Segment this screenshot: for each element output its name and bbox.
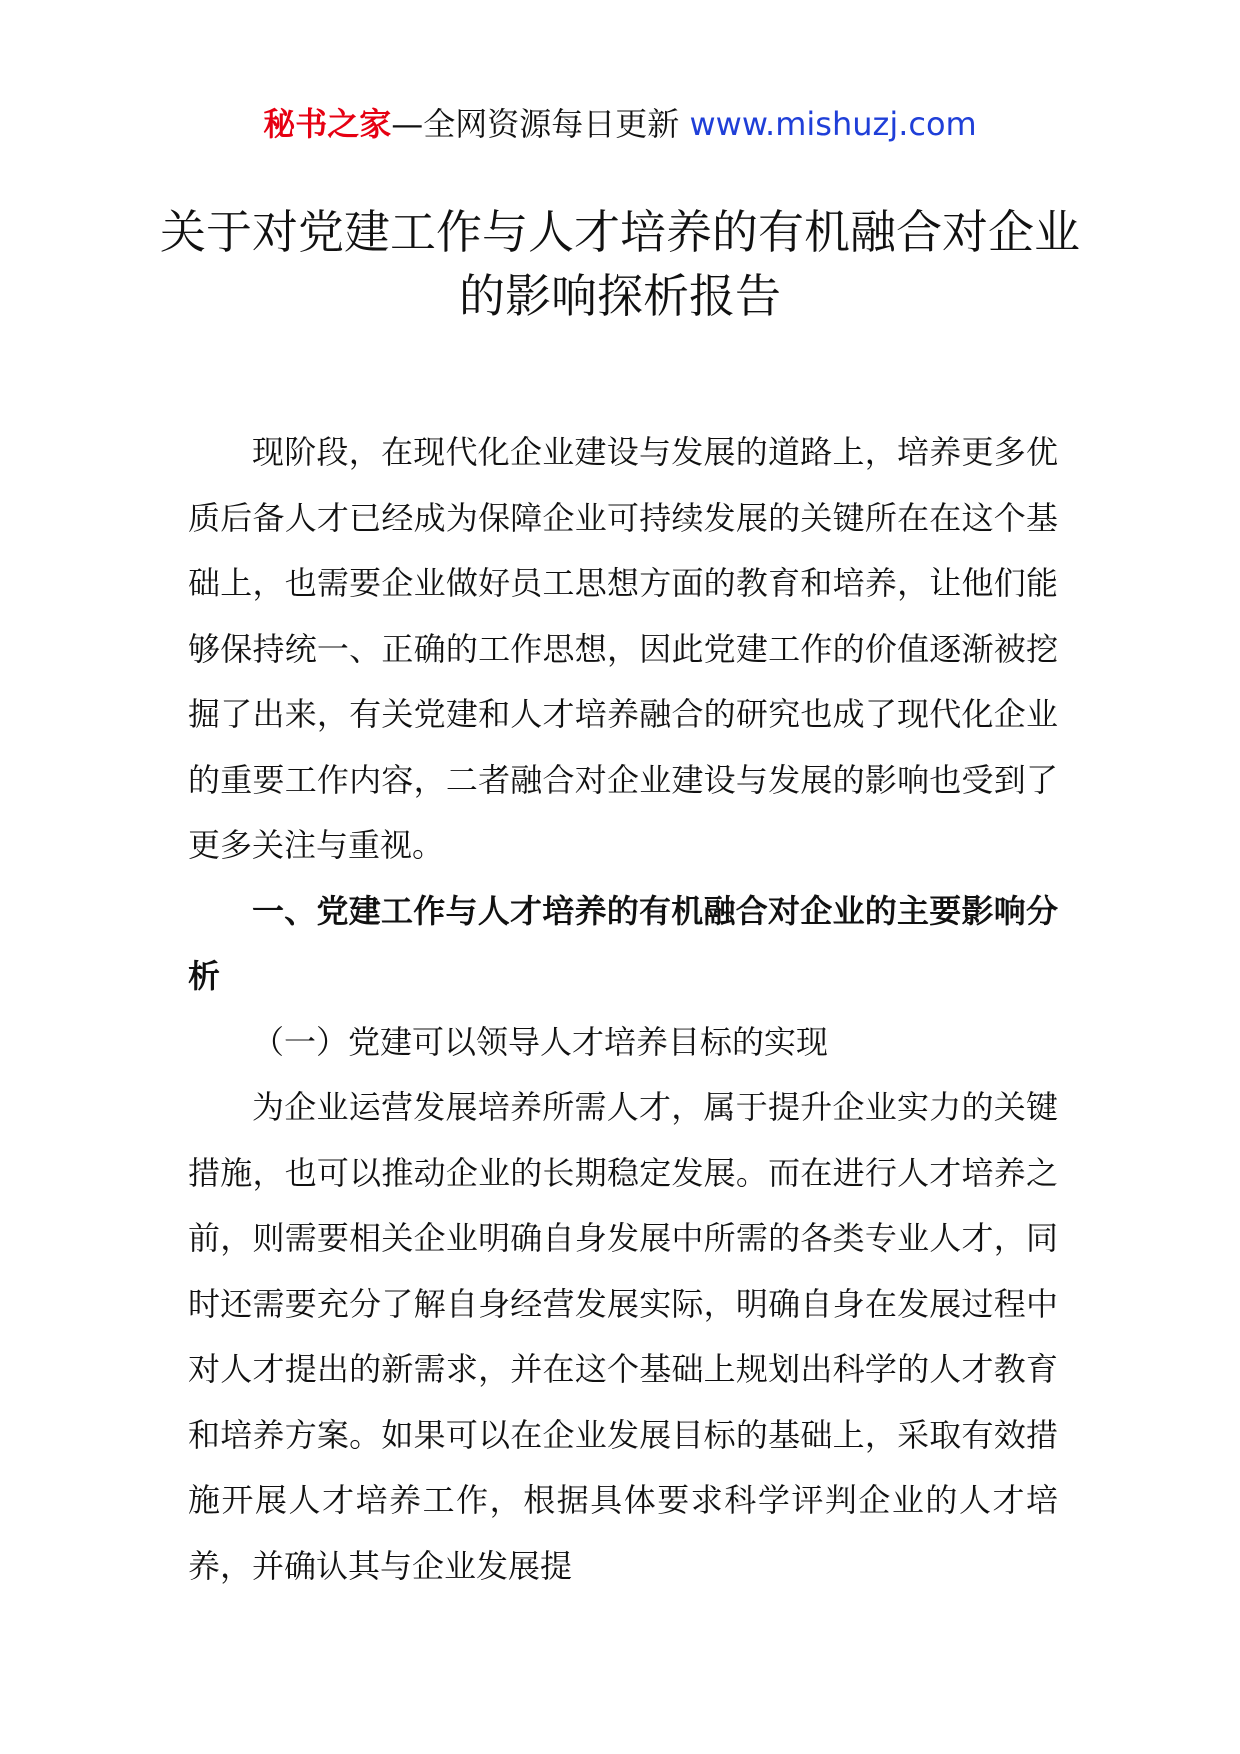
document-body bbox=[188, 420, 1058, 1599]
section-heading-1: 一、党建工作与人才培养的有机融合对企业的主要影响分析 bbox=[188, 891, 1058, 995]
site-url-link[interactable]: www.mishuzj.com bbox=[689, 105, 977, 143]
document-title: 关于对党建工作与人才培养的有机融合对企业的影响探析报告 bbox=[160, 205, 1080, 323]
intro-paragraph: 现阶段，在现代化企业建设与发展的道路上，培养更多优质后备人才已经成为保障企业可持续发展的关键所在在这个基础上，也需要企业做好员工思想方面的教育和培养，让他们能够保持统一、正确的工作思想，因此党建工作的价值逐渐被挖掘了出来，有关党建和人才培养融合的研究也成了现代化企业的重要工作内容，二者融合对企业建设与发展的影响也受到了更多关注与重视。 bbox=[188, 433, 1058, 864]
site-header bbox=[0, 100, 1240, 148]
header-tagline: —全网资源每日更新 bbox=[391, 105, 680, 143]
body-paragraph: 为企业运营发展培养所需人才，属于提升企业实力的关键措施，也可以推动企业的长期稳定发展。而在进行人才培养之前，则需要相关企业明确自身发展中所需的各类专业人才，同时还需要充分了解自身经营发展实际，明确自身在发展过程中对人才提出的新需求，并在这个基础上规划出科学的人才教育和培养方案。如果可以在企业发展目标的基础上，采取有效措施开展人才培养工作，根据具体要求科学评判企业的人才培养，并确认其与企业发展提 bbox=[188, 1088, 1058, 1585]
brand-name: 秘书之家 bbox=[263, 105, 392, 143]
subsection-heading-1: （一）党建可以领导人才培养目标的实现 bbox=[252, 1022, 829, 1061]
